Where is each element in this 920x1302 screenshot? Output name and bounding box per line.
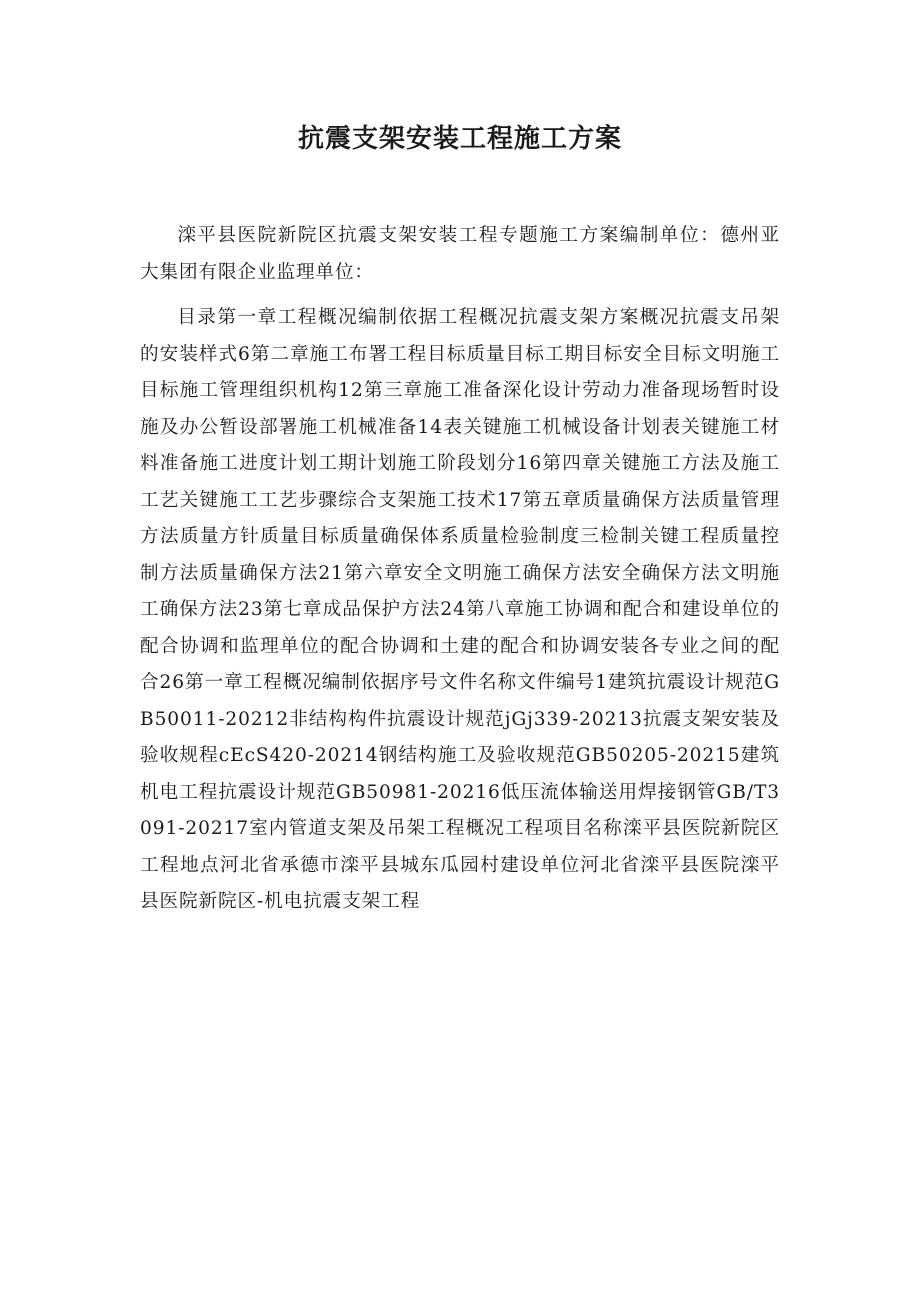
document-body (140, 218, 780, 930)
document-title: 抗震支架安装工程施工方案 (297, 124, 622, 154)
paragraph-project-info: 滦平县医院新院区抗震支架安装工程专题施工方案编制单位：德州亚大集团有限企业监理单位： (140, 225, 780, 283)
paragraph-table-of-contents: 目录第一章工程概况编制依据工程概况抗震支架方案概况抗震支吊架的安装样式6第二章施工布署工程目标质量目标工期目标安全目标文明施工目标施工管理组织机构12第三章施工准备深化设计劳动力准备现场暂时设施及办公暂设部署施工机械准备14表关键施工机械设备计划表关键施工材料准备施工进度计划工期计划施工阶段划分16第四章关键施工方法及施工工艺关键施工工艺步骤综合支架施工技术17第五章质量确保方法质量管理方法质量方针质量目标质量确保体系质量检验制度三检制关键工程质量控制方法质量确保方法21第六章安全文明施工确保方法安全确保方法文明施工确保方法23第七章成品保护方法24第八章施工协调和配合和建设单位的配合协调和监理单位的配合协调和土建的配合和协调安装各专业之间的配合26第一章工程概况编制依据序号文件名称文件编号1建筑抗震设计规范GB50011-20212非结构构件抗震设计规范jGj339-20213抗震支架安装及验收规程cEcS420-20214钢结构施工及验收规范GB50205-20215建筑机电工程抗震设计规范GB50981-20216低压流体输送用焊接钢管GB/T3091-20217室内管道支架及吊架工程概况工程项目名称滦平县医院新院区工程地点河北省承德市滦平县城东瓜园村建设单位河北省滦平县医院滦平县医院新院区-机电抗震支架工程 (140, 307, 780, 912)
